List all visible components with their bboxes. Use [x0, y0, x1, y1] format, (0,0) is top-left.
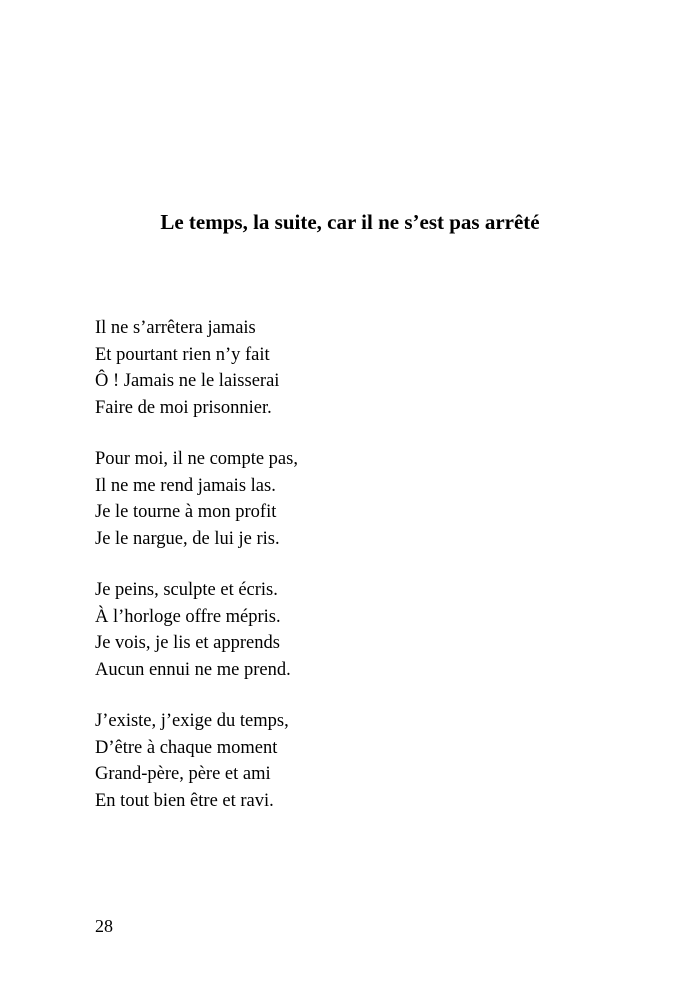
poem-line: Pour moi, il ne compte pas, — [95, 449, 298, 469]
poem-line: Je peins, sculpte et écris. — [95, 580, 278, 600]
poem-line: Et pourtant rien n’y fait — [95, 344, 270, 365]
poem-line: Aucun ennui ne me prend. — [95, 659, 291, 680]
page-number: 28 — [95, 916, 113, 936]
poem-line: Il ne me rend jamais las. — [95, 475, 276, 496]
poem-line: À l’horloge offre mépris. — [95, 606, 281, 627]
poem-line: Je le nargue, de lui je ris. — [95, 528, 280, 549]
poem-line: Je le tourne à mon profit — [95, 502, 277, 522]
poem-line: Je vois, je lis et apprends — [95, 633, 280, 653]
poem-title: Le temps, la suite, car il ne s’est pas arrêté — [160, 210, 540, 234]
poem-line: En tout bien être et ravi. — [95, 790, 274, 811]
poem-line: Il ne s’arrêtera jamais — [95, 318, 256, 338]
poem-line: Faire de moi prisonnier. — [95, 397, 272, 418]
poem-line: Ô ! Jamais ne le laisserai — [95, 371, 280, 391]
stanza-1 — [95, 315, 615, 421]
stanza-2 — [95, 446, 615, 552]
poem-body — [95, 315, 615, 839]
poem-line: D’être à chaque moment — [95, 737, 278, 758]
stanza-4 — [95, 708, 615, 814]
stanza-3 — [95, 577, 615, 683]
poem-line: J’existe, j’exige du temps, — [95, 711, 289, 731]
poem-line: Grand-père, père et ami — [95, 764, 271, 784]
